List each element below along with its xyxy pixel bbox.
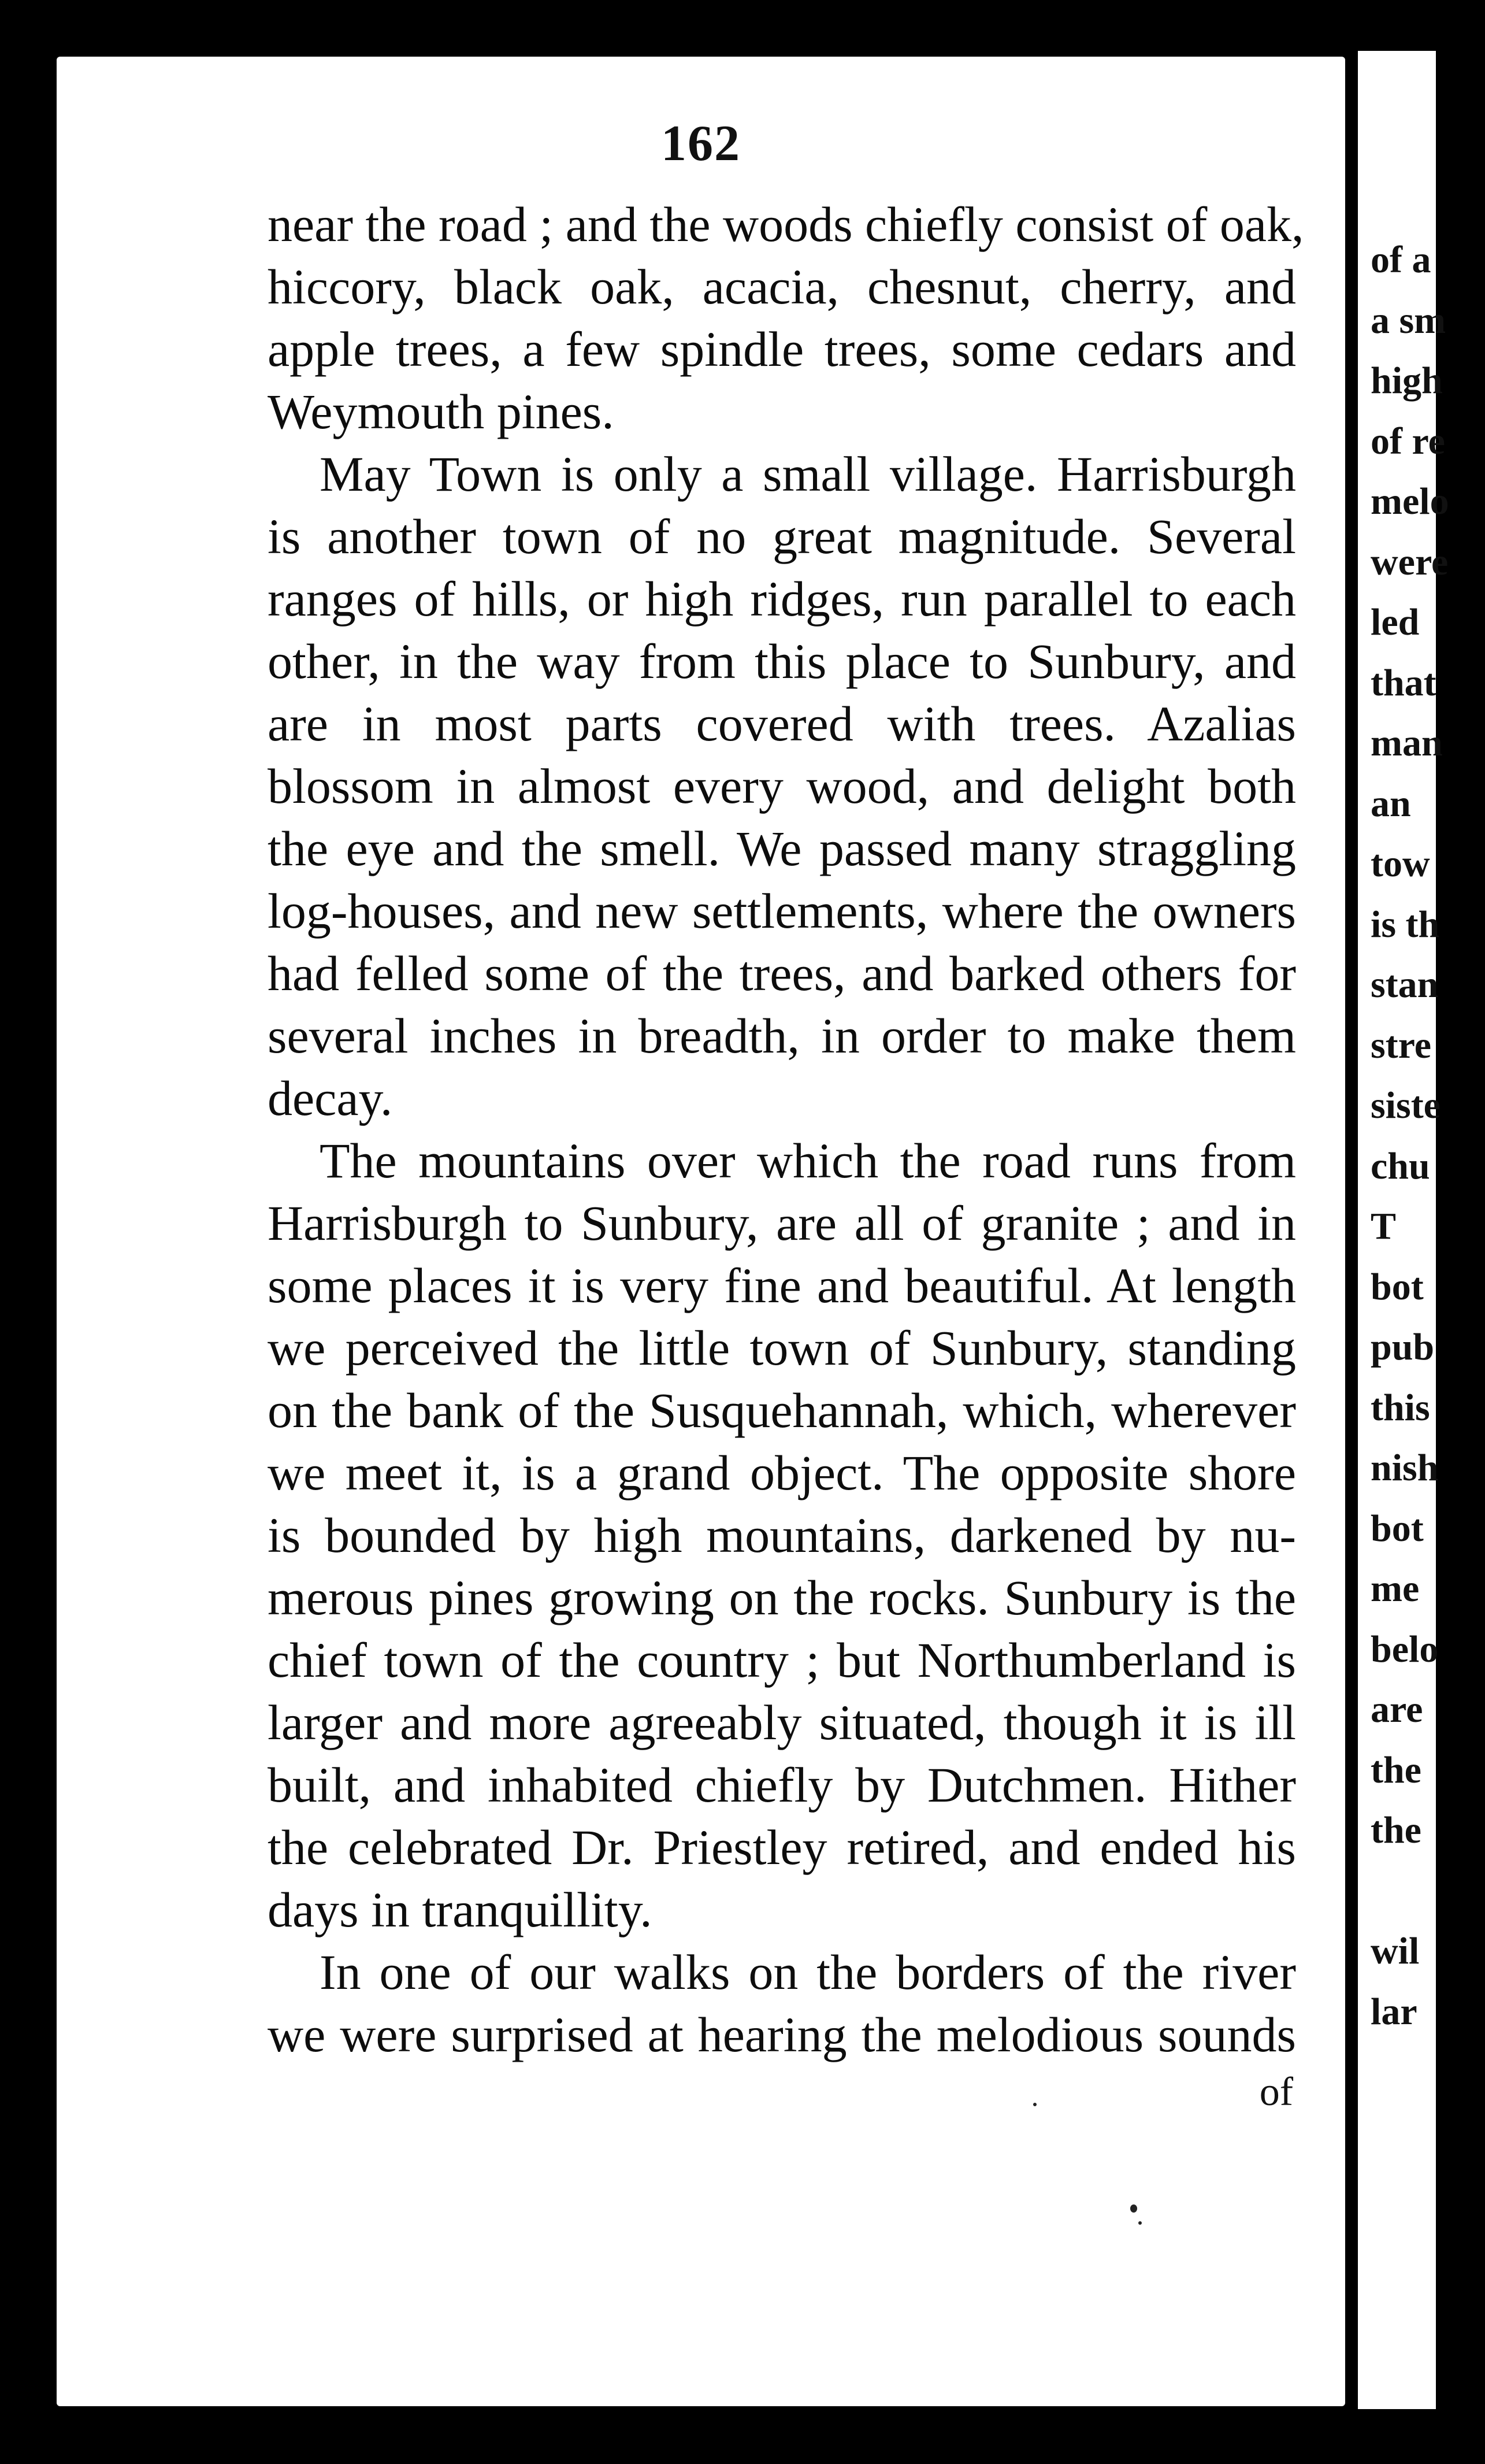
text-line: blossom in almost every wood, and delight both — [268, 758, 1296, 814]
facing-fragment: bot — [1371, 1265, 1424, 1308]
facing-fragment: are — [1371, 1688, 1423, 1731]
scan-speck — [1138, 2221, 1142, 2225]
facing-fragment: of a — [1371, 239, 1431, 281]
scan-speck — [1130, 2204, 1137, 2213]
text-line: is bounded by high mountains, darkened by nu- — [268, 1507, 1296, 1563]
facing-fragment: man — [1371, 722, 1443, 764]
text-line: days in tranquillity. — [268, 1882, 652, 1937]
facing-fragment: belo — [1371, 1628, 1439, 1670]
facing-fragment: that — [1371, 661, 1436, 704]
facing-fragment: of re — [1371, 420, 1445, 462]
facing-fragment: siste — [1371, 1084, 1441, 1127]
facing-fragment: bot — [1371, 1507, 1424, 1550]
text-line: log-houses, and new settlements, where the owners — [268, 883, 1296, 939]
facing-fragment: a sm — [1371, 299, 1446, 342]
facing-fragment: tow — [1371, 843, 1430, 885]
text-line: The mountains over which the road runs from — [320, 1133, 1296, 1188]
text-line: ranges of hills, or high ridges, run parallel to each — [268, 571, 1296, 627]
facing-fragment: chu — [1371, 1144, 1430, 1187]
body-text — [268, 193, 1304, 2066]
text-line: the celebrated Dr. Priestley retired, and ended his — [268, 1820, 1296, 1875]
text-line: May Town is only a small village. Harrisburgh — [320, 446, 1296, 502]
facing-fragment: led — [1371, 601, 1420, 643]
facing-fragment: the — [1371, 1809, 1421, 1851]
facing-fragment: the — [1371, 1748, 1421, 1791]
facing-page-edge — [1358, 51, 1449, 2409]
text-line: the eye and the smell. We passed many straggling — [268, 821, 1296, 876]
text-line: several inches in breadth, in order to make them — [268, 1008, 1296, 1064]
facing-fragment: high — [1371, 360, 1443, 402]
text-line: chief town of the country ; but Northumberland is — [268, 1632, 1296, 1688]
text-line: is another town of no great magnitude. Several — [268, 509, 1296, 564]
text-line: In one of our walks on the borders of the river — [320, 1944, 1296, 2000]
facing-fragment: wil — [1371, 1930, 1420, 1972]
facing-fragment: this — [1371, 1386, 1430, 1429]
text-line: are in most parts covered with trees. Azalias — [268, 696, 1296, 751]
text-line: near the road ; and the woods chiefly consist of oak, — [268, 197, 1304, 252]
text-line: Weymouth pines. — [268, 384, 614, 439]
facing-fragment — [1371, 1861, 1449, 1922]
text-line: had felled some of the trees, and barked others for — [268, 946, 1296, 1001]
facing-fragment: T — [1371, 1205, 1397, 1247]
facing-fragment: is th — [1371, 903, 1440, 946]
text-line: larger and more agreeably situated, though it is ill — [268, 1695, 1296, 1750]
catchword: of — [1259, 2070, 1293, 2114]
scan-speck — [1033, 2103, 1037, 2106]
facing-fragment: melo — [1371, 480, 1449, 523]
text-line: hiccory, black oak, acacia, chesnut, cherry, and — [268, 259, 1296, 314]
facing-fragment: stre — [1371, 1024, 1432, 1066]
facing-fragment: pub — [1371, 1326, 1435, 1368]
text-line: we perceived the little town of Sunbury, standing — [268, 1320, 1296, 1376]
book-page — [57, 57, 1345, 2406]
page-number: 162 — [661, 116, 741, 172]
facing-fragment: lar — [1371, 1990, 1417, 2033]
text-line: Harrisburgh to Sunbury, are all of granite ; and in — [268, 1195, 1296, 1251]
text-line: we were surprised at hearing the melodious sounds — [268, 2007, 1296, 2062]
text-line: decay. — [268, 1070, 393, 1126]
text-line: merous pines growing on the rocks. Sunbury is the — [268, 1570, 1296, 1625]
facing-fragment: me — [1371, 1568, 1420, 1610]
text-line: some places it is very fine and beautiful. At length — [268, 1258, 1296, 1313]
text-line: apple trees, a few spindle trees, some cedars and — [268, 321, 1296, 377]
text-line: built, and inhabited chiefly by Dutchmen. Hither — [268, 1757, 1296, 1813]
text-line: on the bank of the Susquehannah, which, wherever — [268, 1383, 1296, 1438]
facing-fragment: an — [1371, 782, 1411, 825]
facing-fragment: stan — [1371, 964, 1439, 1006]
facing-fragment: were — [1371, 540, 1449, 583]
text-line: we meet it, is a grand object. The opposite shore — [268, 1445, 1296, 1500]
text-line: other, in the way from this place to Sunbury, and — [268, 633, 1296, 689]
facing-fragment: nish — [1371, 1447, 1439, 1489]
facing-page-text — [1371, 230, 1449, 2042]
